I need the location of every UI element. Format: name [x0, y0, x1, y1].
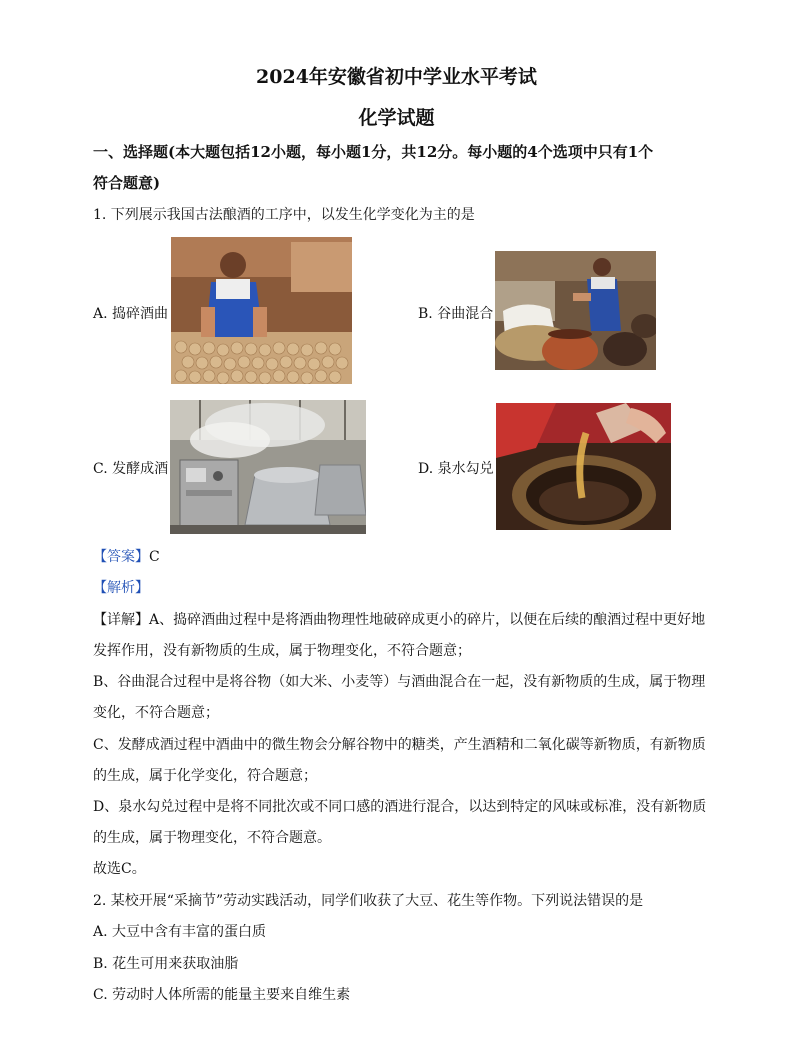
detail-b-line-1: B、谷曲混合过程中是将谷物（如大米、小麦等）与酒曲混合在一起，没有新物质的生成，属于物理 [93, 674, 706, 690]
section-heading-line2: 符合题意) [93, 174, 161, 192]
answer-tag: 【答案】 [93, 549, 149, 565]
detail-d-line-2: 的生成，属于物理变化，不符合题意。 [93, 830, 331, 846]
answer-value: C [149, 549, 160, 565]
worker-crushing-yeast-cakes-photo [171, 237, 352, 384]
q2-option-b: B. 花生可用来获取油脂 [93, 956, 239, 972]
detail-d-line-1: D、泉水勾兑过程中是将不同批次或不同口感的酒进行混合，以达到特定的风味或标准，没有新物质 [93, 799, 707, 815]
q1-stem: 1. 下列展示我国古法酿酒的工序中，以发生化学变化为主的是 [93, 207, 475, 223]
doc-subtitle: 化学试题 [358, 107, 435, 129]
analysis-tag: 【解析】 [93, 580, 149, 596]
q2-stem: 2. 某校开展“采摘节”劳动实践活动，同学们收获了大豆、花生等作物。下列说法错误的是 [93, 893, 644, 909]
q2-option-c: C. 劳动时人体所需的能量主要来自维生素 [93, 987, 351, 1003]
distillery-steam-tanks-photo [170, 400, 366, 534]
q1-option-b-label: B. 谷曲混合 [418, 306, 494, 322]
pouring-liquor-into-jar-photo [496, 403, 671, 530]
q1-conclusion: 故选C。 [93, 861, 146, 877]
detail-line-1: 【详解】A、捣碎酒曲过程中是将酒曲物理性地破碎成更小的碎片，以便在后续的酿酒过程中更好地 [93, 612, 706, 628]
q1-answer [93, 546, 160, 566]
q1-option-a-label: A. 捣碎酒曲 [93, 306, 169, 322]
q2-option-a: A. 大豆中含有丰富的蛋白质 [93, 924, 267, 940]
detail-b-line-2: 变化，不符合题意； [93, 705, 219, 721]
doc-title: 2024年安徽省初中学业水平考试 [256, 66, 537, 88]
section-heading-line1: 一、选择题(本大题包括12小题，每小题1分，共12分。每小题的4个选项中只有1个 [93, 143, 654, 161]
detail-line-2: 发挥作用，没有新物质的生成，属于物理变化，不符合题意； [93, 643, 471, 659]
detail-c-line-1: C、发酵成酒过程中酒曲中的微生物会分解谷物中的糖类，产生酒精和二氧化碳等新物质，有新物质 [93, 737, 706, 753]
detail-c-line-2: 的生成，属于化学变化，符合题意； [93, 768, 317, 784]
q1-option-d-label: D. 泉水勾兑 [418, 461, 494, 477]
q1-option-c-label: C. 发酵成酒 [93, 461, 169, 477]
worker-mixing-grain-jar-photo [495, 251, 656, 370]
